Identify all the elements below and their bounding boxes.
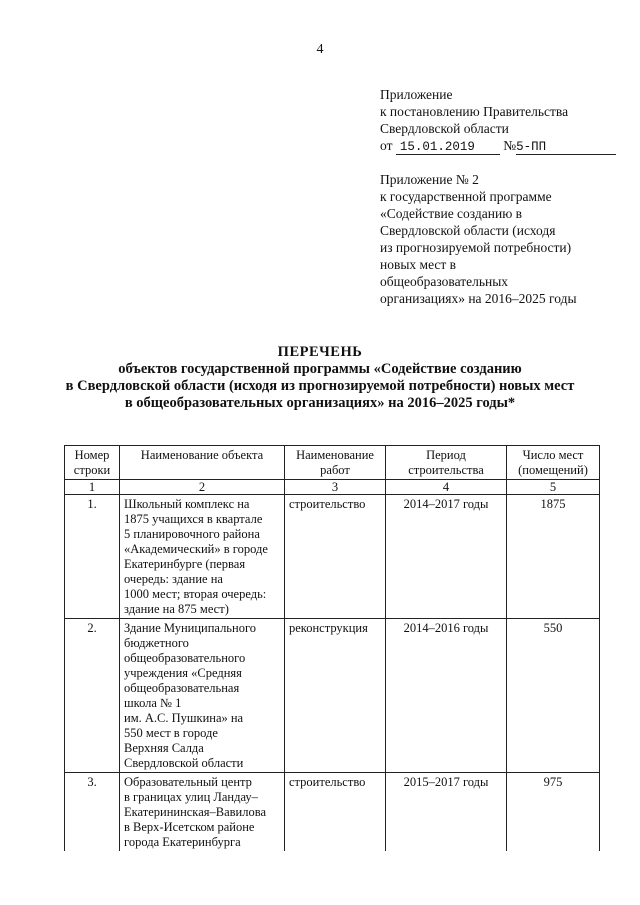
decree-number: 5-ПП: [516, 140, 616, 155]
table-row: [65, 773, 600, 852]
appendix-program-line: Свердловской области (исходя: [380, 223, 556, 238]
appendix-program-line: Приложение № 2: [380, 172, 479, 187]
objects-table: [64, 445, 600, 851]
document-title: [40, 344, 600, 412]
construction-period: 2014–2016 годы: [386, 619, 507, 773]
header-work-type: Наименование работ: [285, 446, 386, 480]
appendix-program-block: [380, 171, 620, 307]
row-number: 2.: [65, 619, 120, 773]
places-count: 975: [507, 773, 600, 852]
decree-date-prefix: от: [380, 138, 393, 153]
appendix-decree-line1: Приложение: [380, 87, 453, 102]
table-row: [65, 619, 600, 773]
title-line: в Свердловской области (исходя из прогнозируемой потребности) новых мест: [65, 378, 575, 394]
column-number: 4: [386, 480, 507, 495]
header-row-number: Номер строки: [65, 446, 120, 480]
object-name: Школьный комплекс на 1875 учащихся в квартале 5 планировочного района «Академический» в городе Екатеринбурге (первая очередь: здание на 1000 мест; вторая очередь: здание на 875 мест): [120, 495, 285, 619]
decree-date: 15.01.2019: [396, 140, 500, 155]
column-number: 5: [507, 480, 600, 495]
appendix-program-line: новых мест в: [380, 257, 457, 272]
page-number: 4: [316, 42, 324, 57]
work-type: строительство: [285, 773, 386, 852]
column-number: 3: [285, 480, 386, 495]
table-row: [65, 495, 600, 619]
work-type: реконструкция: [285, 619, 386, 773]
column-number: 1: [65, 480, 120, 495]
column-number: 2: [120, 480, 285, 495]
object-name: Образовательный центр в границах улиц Ландау– Екатерининская–Вавилова в Верх-Исетском районе города Екатеринбурга: [120, 773, 285, 852]
table-header-row: [65, 446, 600, 480]
appendix-program-line: к государственной программе: [380, 189, 552, 204]
row-number: 1.: [65, 495, 120, 619]
title-line: объектов государственной программы «Содействие созданию: [118, 361, 522, 377]
column-number-row: [65, 480, 600, 495]
title-heading: ПЕРЕЧЕНЬ: [277, 344, 363, 360]
appendix-decree-block: [380, 86, 620, 155]
work-type: строительство: [285, 495, 386, 619]
header-construction-period: Период строительства: [386, 446, 507, 480]
appendix-program-line: общеобразовательных: [380, 274, 509, 289]
appendix-decree-line2: к постановлению Правительства: [380, 104, 569, 119]
title-line: в общеобразовательных организациях» на 2016–2025 годы*: [124, 395, 516, 411]
places-count: 1875: [507, 495, 600, 619]
appendix-program-line: из прогнозируемой потребности): [380, 240, 572, 255]
construction-period: 2015–2017 годы: [386, 773, 507, 852]
appendix-program-line: организациях» на 2016–2025 годы: [380, 291, 577, 306]
construction-period: 2014–2017 годы: [386, 495, 507, 619]
appendix-decree-line3: Свердловской области: [380, 121, 509, 136]
object-name: Здание Муниципального бюджетного общеобразовательного учреждения «Средняя общеобразовательная школа № 1 им. А.С. Пушкина» на 550 мест в городе Верхняя Салда Свердловской области: [120, 619, 285, 773]
header-places-count: Число мест (помещений): [507, 446, 600, 480]
appendix-program-line: «Содействие созданию в: [380, 206, 523, 221]
places-count: 550: [507, 619, 600, 773]
decree-number-prefix: №: [503, 138, 517, 153]
decree-date-number-line: [380, 137, 620, 155]
row-number: 3.: [65, 773, 120, 852]
header-object-name: Наименование объекта: [120, 446, 285, 480]
